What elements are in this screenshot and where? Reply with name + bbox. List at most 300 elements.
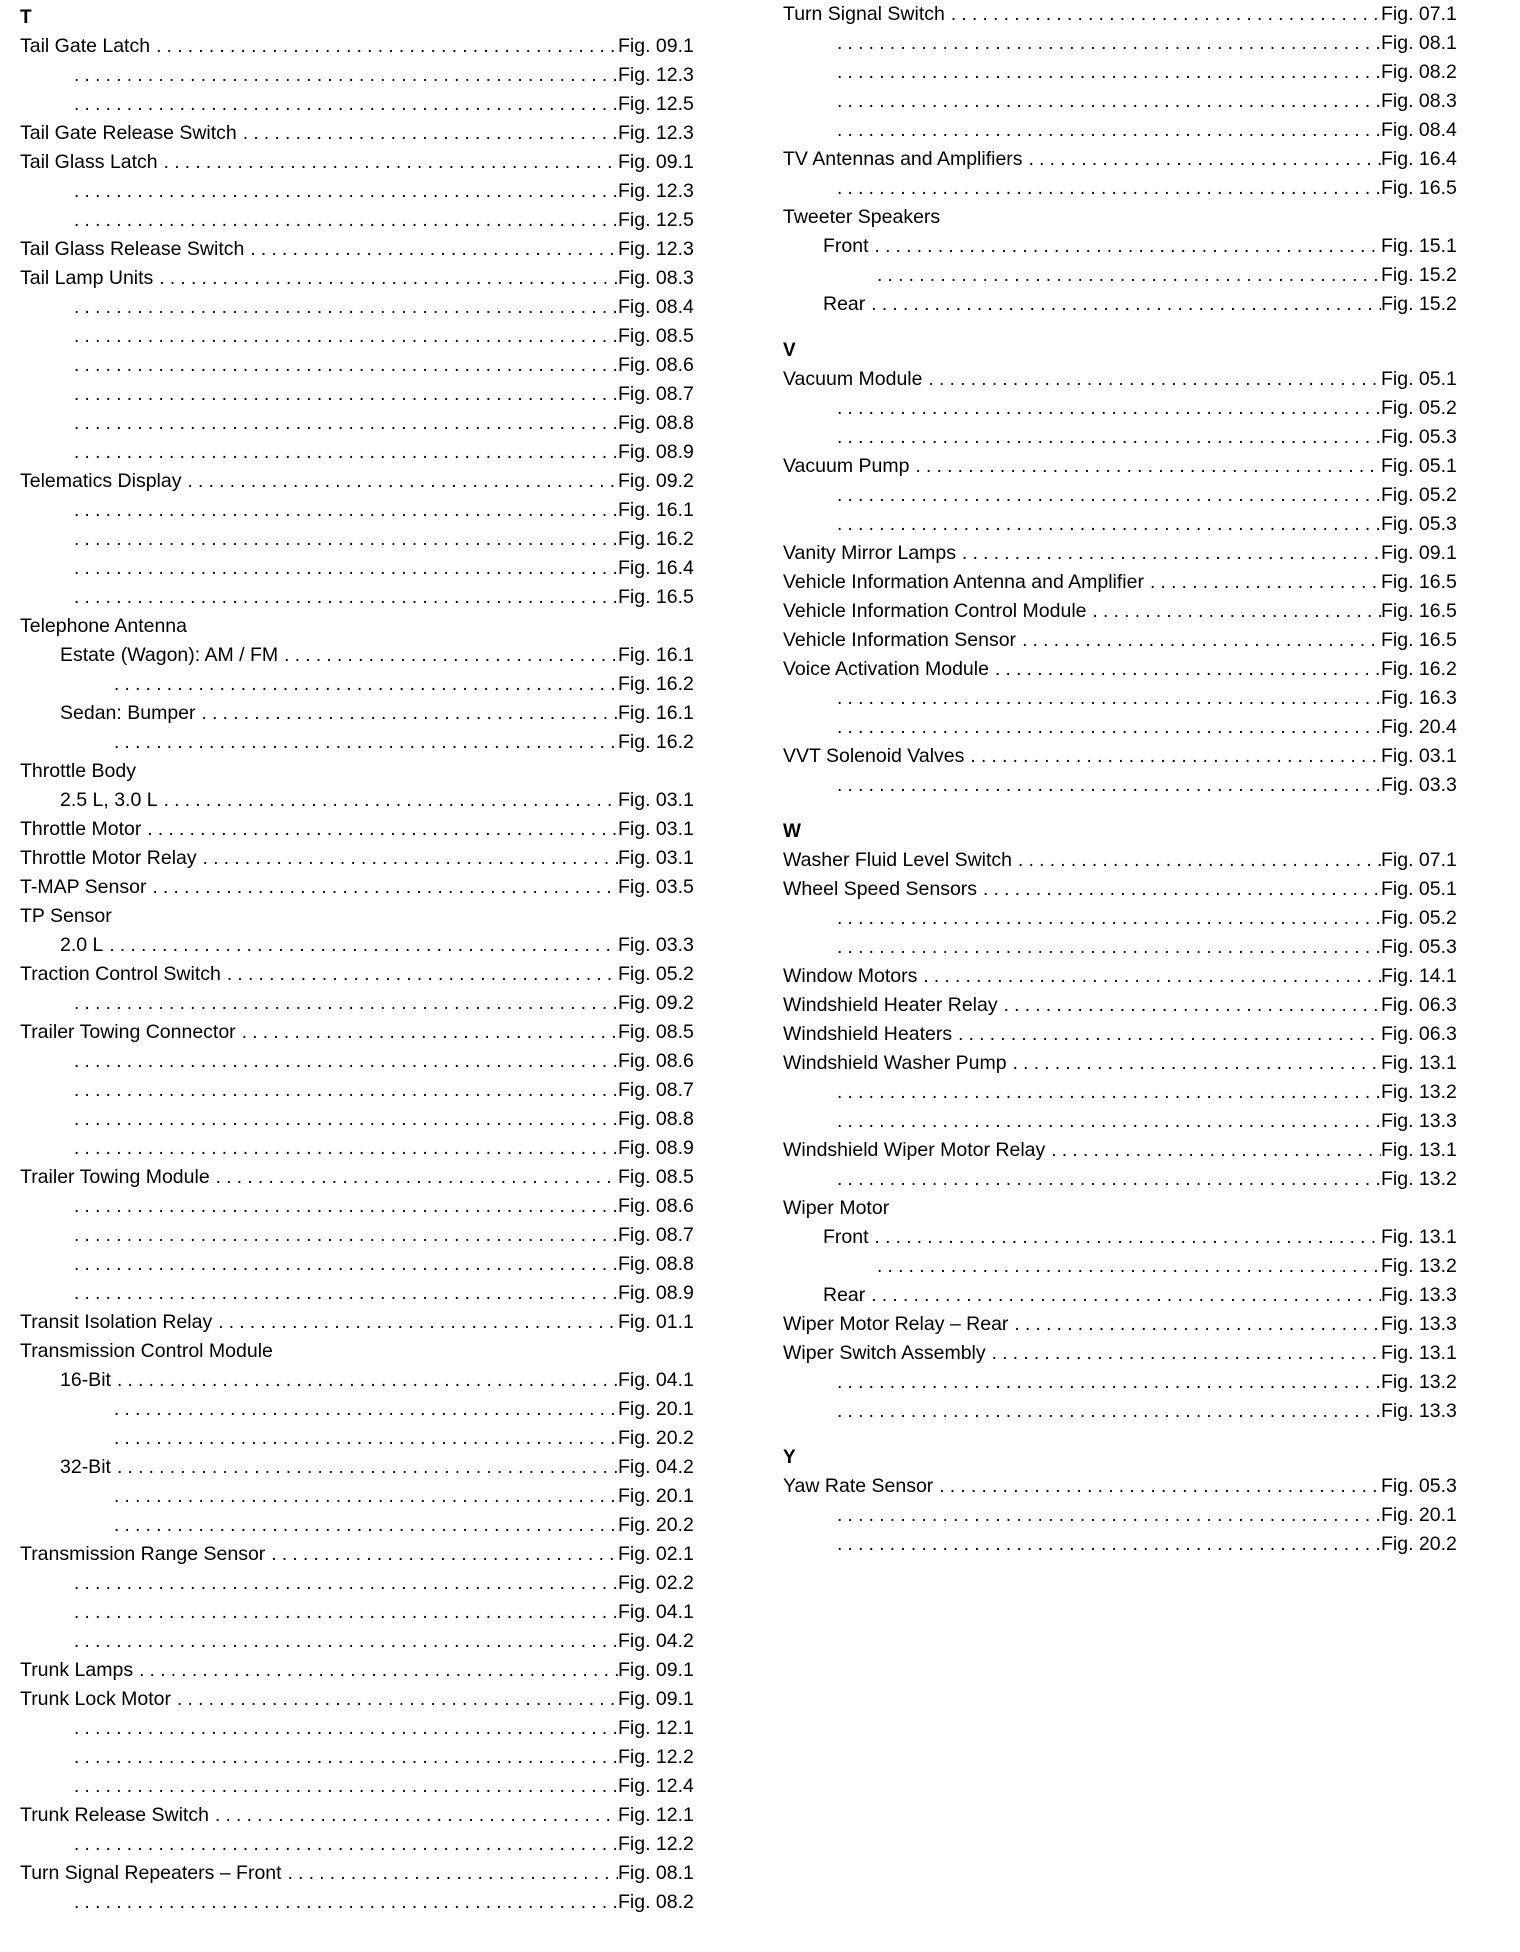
figure-reference: Fig. 20.2	[1381, 1533, 1457, 1555]
index-entry	[20, 148, 706, 177]
dot-leader	[1012, 846, 1381, 875]
entry-label: Turn Signal Switch	[783, 3, 945, 25]
figure-reference: Fig. 03.5	[618, 876, 694, 898]
dot-leader	[68, 1772, 618, 1801]
figure-reference: Fig. 08.2	[618, 1891, 694, 1913]
figure-reference: Fig. 01.1	[618, 1311, 694, 1333]
figure-reference: Fig. 15.2	[1381, 293, 1457, 315]
dot-leader	[68, 1627, 618, 1656]
index-entry	[20, 786, 706, 815]
figure-reference: Fig. 16.4	[618, 557, 694, 579]
index-entry	[20, 1453, 706, 1482]
figure-reference: Fig. 02.1	[618, 1543, 694, 1565]
entry-label: Wiper Motor	[783, 1197, 890, 1219]
dot-leader	[153, 264, 618, 293]
figure-reference: Fig. 15.1	[1381, 235, 1457, 257]
index-entry-continuation	[783, 394, 1469, 423]
index-entry-continuation	[783, 684, 1469, 713]
index-entry	[783, 365, 1469, 394]
entry-label: Rear	[823, 293, 866, 315]
dot-leader	[831, 904, 1381, 933]
dot-leader	[111, 1453, 618, 1482]
index-entry-continuation	[20, 1105, 706, 1134]
index-entry	[20, 235, 706, 264]
index-entry-continuation	[20, 1076, 706, 1105]
dot-leader	[831, 87, 1381, 116]
entry-label: Throttle Motor	[20, 818, 142, 840]
dot-leader	[278, 641, 618, 670]
index-entry-continuation	[783, 29, 1469, 58]
index-entry-continuation	[20, 1192, 706, 1221]
index-entry-continuation	[20, 1221, 706, 1250]
section-letter: V	[783, 340, 796, 361]
index-entry	[20, 119, 706, 148]
dot-leader	[150, 32, 618, 61]
dot-leader	[171, 1685, 618, 1714]
dot-leader	[265, 1540, 618, 1569]
entry-label: Tail Glass Latch	[20, 151, 158, 173]
index-entry-continuation	[783, 174, 1469, 203]
index-entries-left	[20, 32, 706, 1917]
section-gap	[783, 800, 1469, 814]
figure-reference: Fig. 05.2	[1381, 907, 1457, 929]
index-entry	[783, 626, 1469, 655]
figure-reference: Fig. 08.7	[618, 383, 694, 405]
entry-label: Voice Activation Module	[783, 658, 989, 680]
index-entry-continuation	[20, 583, 706, 612]
entry-label: 32-Bit	[60, 1456, 111, 1478]
entry-label: Turn Signal Repeaters – Front	[20, 1862, 282, 1884]
dot-leader	[952, 1020, 1381, 1049]
index-entry	[20, 264, 706, 293]
index-entry	[783, 539, 1469, 568]
index-entry-continuation	[20, 322, 706, 351]
figure-reference: Fig. 08.9	[618, 1282, 694, 1304]
dot-leader	[956, 539, 1381, 568]
figure-reference: Fig. 08.6	[618, 354, 694, 376]
entry-label: Windshield Wiper Motor Relay	[783, 1139, 1046, 1161]
figure-reference: Fig. 20.2	[618, 1427, 694, 1449]
figure-reference: Fig. 16.2	[618, 731, 694, 753]
figure-reference: Fig. 03.3	[618, 934, 694, 956]
entry-label: T-MAP Sensor	[20, 876, 147, 898]
figure-reference: Fig. 16.5	[1381, 177, 1457, 199]
figure-reference: Fig. 16.2	[1381, 658, 1457, 680]
index-entry	[783, 846, 1469, 875]
figure-reference: Fig. 08.4	[1381, 119, 1457, 141]
index-entry-continuation	[783, 1397, 1469, 1426]
figure-reference: Fig. 16.1	[618, 644, 694, 666]
index-entry	[20, 757, 706, 786]
figure-reference: Fig. 03.1	[618, 789, 694, 811]
figure-reference: Fig. 13.3	[1381, 1110, 1457, 1132]
index-entry-continuation	[20, 1743, 706, 1772]
dot-leader	[68, 90, 618, 119]
dot-leader	[68, 1192, 618, 1221]
dot-leader	[68, 409, 618, 438]
entry-label: Wheel Speed Sensors	[783, 878, 978, 900]
index-entry-continuation	[20, 554, 706, 583]
figure-reference: Fig. 16.4	[1381, 148, 1457, 170]
figure-reference: Fig. 04.1	[618, 1369, 694, 1391]
index-entry	[783, 991, 1469, 1020]
dot-leader	[1016, 626, 1381, 655]
index-entry	[20, 699, 706, 728]
entry-label: Trailer Towing Connector	[20, 1021, 236, 1043]
dot-leader	[68, 1250, 618, 1279]
dot-leader	[68, 1047, 618, 1076]
index-entry	[783, 568, 1469, 597]
dot-leader	[108, 1511, 618, 1540]
dot-leader	[986, 1339, 1381, 1368]
entry-label: Vanity Mirror Lamps	[783, 542, 957, 564]
index-entry	[783, 452, 1469, 481]
figure-reference: Fig. 08.7	[618, 1224, 694, 1246]
index-entry	[783, 962, 1469, 991]
figure-reference: Fig. 04.2	[618, 1456, 694, 1478]
index-entry-continuation	[783, 1078, 1469, 1107]
index-entry	[20, 467, 706, 496]
dot-leader	[68, 1888, 618, 1917]
index-entry	[20, 844, 706, 873]
index-entry	[783, 1472, 1469, 1501]
figure-reference: Fig. 13.2	[1381, 1255, 1457, 1277]
dot-leader	[68, 351, 618, 380]
dot-leader	[1144, 568, 1381, 597]
dot-leader	[221, 960, 618, 989]
entry-label: Washer Fluid Level Switch	[783, 849, 1013, 871]
index-entry-continuation	[20, 293, 706, 322]
dot-leader	[998, 991, 1381, 1020]
index-entry-continuation	[783, 261, 1469, 290]
dot-leader	[964, 742, 1381, 771]
index-entry	[20, 902, 706, 931]
figure-reference: Fig. 12.1	[618, 1717, 694, 1739]
index-entry	[20, 1540, 706, 1569]
index-entry-continuation	[783, 1165, 1469, 1194]
entry-label: Vacuum Pump	[783, 455, 910, 477]
figure-reference: Fig. 05.2	[1381, 397, 1457, 419]
dot-leader	[831, 423, 1381, 452]
figure-reference: Fig. 16.5	[618, 586, 694, 608]
figure-reference: Fig. 12.3	[618, 238, 694, 260]
index-entry-continuation	[783, 87, 1469, 116]
dot-leader	[865, 1281, 1381, 1310]
section-gap	[783, 319, 1469, 333]
index-entry-continuation	[20, 1047, 706, 1076]
dot-leader	[831, 1078, 1381, 1107]
index-section	[783, 365, 1469, 800]
entry-label: Front	[823, 235, 869, 257]
entry-label: Front	[823, 1226, 869, 1248]
figure-reference: Fig. 08.4	[618, 296, 694, 318]
figure-reference: Fig. 13.1	[1381, 1226, 1457, 1248]
figure-reference: Fig. 03.1	[618, 818, 694, 840]
dot-leader	[133, 1656, 618, 1685]
index-entry-continuation	[20, 670, 706, 699]
entry-label: VVT Solenoid Valves	[783, 745, 965, 767]
dot-leader	[210, 1163, 618, 1192]
index-entry	[783, 1020, 1469, 1049]
figure-reference: Fig. 08.7	[618, 1079, 694, 1101]
entry-label: Sedan: Bumper	[60, 702, 196, 724]
figure-reference: Fig. 08.5	[618, 1166, 694, 1188]
index-entry	[20, 1366, 706, 1395]
index-entry-continuation	[783, 510, 1469, 539]
figure-reference: Fig. 20.4	[1381, 716, 1457, 738]
dot-leader	[68, 1134, 618, 1163]
dot-leader	[108, 670, 618, 699]
figure-reference: Fig. 03.1	[618, 847, 694, 869]
index-entry	[783, 0, 1469, 29]
figure-reference: Fig. 08.3	[1381, 90, 1457, 112]
index-entry	[783, 145, 1469, 174]
index-entry-continuation	[783, 423, 1469, 452]
index-entry-continuation	[20, 380, 706, 409]
dot-leader	[68, 206, 618, 235]
dot-leader	[831, 481, 1381, 510]
dot-leader	[909, 452, 1381, 481]
figure-reference: Fig. 12.5	[618, 93, 694, 115]
figure-reference: Fig. 12.2	[618, 1833, 694, 1855]
entry-label: Wiper Motor Relay – Rear	[783, 1313, 1009, 1335]
index-entry-continuation	[783, 1368, 1469, 1397]
entry-label: Windshield Heaters	[783, 1023, 953, 1045]
figure-reference: Fig. 16.5	[1381, 629, 1457, 651]
figure-reference: Fig. 08.1	[618, 1862, 694, 1884]
figure-reference: Fig. 13.3	[1381, 1284, 1457, 1306]
index-entry-continuation	[20, 1482, 706, 1511]
dot-leader	[236, 1018, 618, 1047]
dot-leader	[1008, 1310, 1381, 1339]
index-entry	[783, 875, 1469, 904]
dot-leader	[831, 1107, 1381, 1136]
dot-leader	[831, 510, 1381, 539]
dot-leader	[68, 1105, 618, 1134]
dot-leader	[108, 1482, 618, 1511]
dot-leader	[196, 699, 618, 728]
dot-leader	[158, 148, 618, 177]
figure-reference: Fig. 09.1	[618, 35, 694, 57]
figure-reference: Fig. 04.1	[618, 1601, 694, 1623]
figure-reference: Fig. 06.3	[1381, 994, 1457, 1016]
index-entry	[783, 1049, 1469, 1078]
index-entry-continuation	[20, 177, 706, 206]
index-section	[783, 0, 1469, 319]
figure-reference: Fig. 08.3	[618, 267, 694, 289]
figure-reference: Fig. 08.8	[618, 1253, 694, 1275]
index-entry	[20, 32, 706, 61]
figure-reference: Fig. 12.4	[618, 1775, 694, 1797]
figure-reference: Fig. 05.3	[1381, 513, 1457, 535]
index-entry-continuation	[20, 1424, 706, 1453]
index-entry-continuation	[783, 481, 1469, 510]
index-entry-continuation	[783, 713, 1469, 742]
index-entry	[20, 1018, 706, 1047]
index-entry-continuation	[20, 90, 706, 119]
figure-reference: Fig. 09.2	[618, 992, 694, 1014]
index-entry	[20, 612, 706, 641]
index-entry	[20, 931, 706, 960]
figure-reference: Fig. 12.3	[618, 180, 694, 202]
figure-reference: Fig. 16.5	[1381, 571, 1457, 593]
entry-label: TP Sensor	[20, 905, 112, 927]
dot-leader	[977, 875, 1381, 904]
figure-reference: Fig. 13.1	[1381, 1342, 1457, 1364]
dot-leader	[197, 844, 618, 873]
entry-label: Traction Control Switch	[20, 963, 221, 985]
dot-leader	[68, 1830, 618, 1859]
index-entry	[20, 960, 706, 989]
entry-label: Vacuum Module	[783, 368, 923, 390]
index-entry	[783, 597, 1469, 626]
index-entry	[20, 1337, 706, 1366]
figure-reference: Fig. 20.1	[618, 1398, 694, 1420]
figure-reference: Fig. 09.1	[618, 1659, 694, 1681]
figure-reference: Fig. 13.2	[1381, 1371, 1457, 1393]
entry-label: Telephone Antenna	[20, 615, 187, 637]
entry-label: Throttle Body	[20, 760, 136, 782]
figure-reference: Fig. 08.6	[618, 1195, 694, 1217]
entry-label: Trailer Towing Module	[20, 1166, 210, 1188]
figure-reference: Fig. 08.8	[618, 412, 694, 434]
dot-leader	[68, 61, 618, 90]
index-entry-continuation	[20, 1888, 706, 1917]
entry-label: Yaw Rate Sensor	[783, 1475, 934, 1497]
dot-leader	[831, 29, 1381, 58]
dot-leader	[989, 655, 1381, 684]
dot-leader	[933, 1472, 1381, 1501]
figure-reference: Fig. 13.3	[1381, 1400, 1457, 1422]
figure-reference: Fig. 06.3	[1381, 1023, 1457, 1045]
figure-reference: Fig. 05.2	[618, 963, 694, 985]
figure-reference: Fig. 07.1	[1381, 3, 1457, 25]
section-letter: T	[20, 7, 32, 28]
dot-leader	[831, 58, 1381, 87]
figure-reference: Fig. 16.1	[618, 702, 694, 724]
entry-label: Tweeter Speakers	[783, 206, 941, 228]
index-entry-continuation	[20, 1250, 706, 1279]
dot-leader	[831, 1397, 1381, 1426]
dot-leader	[68, 1743, 618, 1772]
figure-reference: Fig. 05.3	[1381, 426, 1457, 448]
index-column-right	[783, 0, 1469, 1559]
dot-leader	[831, 1501, 1381, 1530]
dot-leader	[181, 467, 618, 496]
entry-label: Trunk Release Switch	[20, 1804, 209, 1826]
entry-label: Throttle Motor Relay	[20, 847, 197, 869]
index-entry-continuation	[783, 933, 1469, 962]
dot-leader	[68, 1714, 618, 1743]
dot-leader	[108, 728, 618, 757]
index-entry-continuation	[783, 116, 1469, 145]
index-entry-continuation	[20, 1395, 706, 1424]
index-entry-continuation	[20, 1598, 706, 1627]
figure-reference: Fig. 05.3	[1381, 1475, 1457, 1497]
index-section	[783, 846, 1469, 1426]
dot-leader	[869, 1223, 1381, 1252]
index-entry-continuation	[20, 1279, 706, 1308]
dot-leader	[917, 962, 1381, 991]
figure-reference: Fig. 16.3	[1381, 687, 1457, 709]
index-entry-continuation	[20, 1627, 706, 1656]
entry-label: Vehicle Information Sensor	[783, 629, 1017, 651]
dot-leader	[922, 365, 1381, 394]
entry-label: Vehicle Information Antenna and Amplifier	[783, 571, 1144, 593]
figure-reference: Fig. 05.3	[1381, 936, 1457, 958]
index-entry	[20, 1163, 706, 1192]
index-entry	[20, 641, 706, 670]
entry-label: Trunk Lock Motor	[20, 1688, 171, 1710]
dot-leader	[871, 261, 1381, 290]
entry-label: Transit Isolation Relay	[20, 1311, 213, 1333]
figure-reference: Fig. 08.8	[618, 1108, 694, 1130]
index-entry-continuation	[20, 1714, 706, 1743]
figure-reference: Fig. 13.2	[1381, 1081, 1457, 1103]
dot-leader	[209, 1801, 618, 1830]
dot-leader	[1045, 1136, 1381, 1165]
index-entry	[783, 655, 1469, 684]
figure-reference: Fig. 12.3	[618, 64, 694, 86]
entry-label: TV Antennas and Amplifiers	[783, 148, 1023, 170]
dot-leader	[871, 1252, 1381, 1281]
entry-label: Wiper Switch Assembly	[783, 1342, 986, 1364]
index-entry-continuation	[20, 1134, 706, 1163]
figure-reference: Fig. 16.5	[1381, 600, 1457, 622]
dot-leader	[945, 0, 1381, 29]
figure-reference: Fig. 09.2	[618, 470, 694, 492]
dot-leader	[68, 496, 618, 525]
dot-leader	[831, 394, 1381, 423]
dot-leader	[68, 380, 618, 409]
entry-label: Windshield Heater Relay	[783, 994, 998, 1016]
figure-reference: Fig. 08.6	[618, 1050, 694, 1072]
entry-label: Tail Gate Latch	[20, 35, 151, 57]
figure-reference: Fig. 08.5	[618, 1021, 694, 1043]
entry-label: 2.5 L, 3.0 L	[60, 789, 158, 811]
index-entry-continuation	[20, 989, 706, 1018]
figure-reference: Fig. 08.5	[618, 325, 694, 347]
dot-leader	[831, 1165, 1381, 1194]
index-entry-continuation	[20, 496, 706, 525]
index-entry	[20, 1685, 706, 1714]
index-section	[783, 1472, 1469, 1559]
index-entry-continuation	[20, 1830, 706, 1859]
entry-label: Tail Gate Release Switch	[20, 122, 237, 144]
entry-label: Trunk Lamps	[20, 1659, 134, 1681]
figure-reference: Fig. 09.1	[618, 1688, 694, 1710]
index-entry	[783, 1281, 1469, 1310]
figure-reference: Fig. 12.3	[618, 122, 694, 144]
figure-reference: Fig. 08.1	[1381, 32, 1457, 54]
entry-label: Tail Glass Release Switch	[20, 238, 245, 260]
dot-leader	[68, 177, 618, 206]
dot-leader	[1007, 1049, 1381, 1078]
figure-reference: Fig. 08.2	[1381, 61, 1457, 83]
section-letter: W	[783, 821, 801, 842]
figure-reference: Fig. 15.2	[1381, 264, 1457, 286]
dot-leader	[831, 174, 1381, 203]
figure-reference: Fig. 13.3	[1381, 1313, 1457, 1335]
dot-leader	[68, 583, 618, 612]
figure-reference: Fig. 03.1	[1381, 745, 1457, 767]
dot-leader	[68, 989, 618, 1018]
figure-reference: Fig. 09.1	[618, 151, 694, 173]
index-entry-continuation	[20, 61, 706, 90]
figure-reference: Fig. 05.2	[1381, 484, 1457, 506]
index-entry-continuation	[783, 58, 1469, 87]
entry-label: Rear	[823, 1284, 866, 1306]
